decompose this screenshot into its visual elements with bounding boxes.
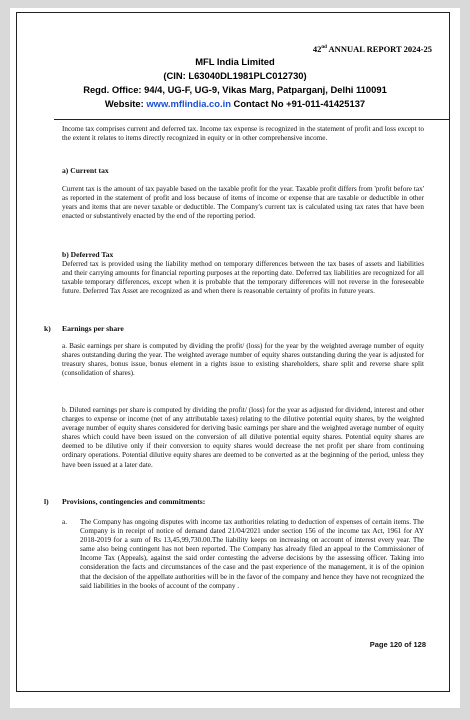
document-page xyxy=(10,8,460,708)
company-cin: (CIN: L63040DL1981PLC012730) xyxy=(163,70,307,81)
page-number: Page 120 of 128 xyxy=(369,640,426,649)
current-tax-text: Current tax is the amount of tax payable based on the taxable profit for the year. Taxable profit differs from 'profit before tax' as reported in the statement of profit and loss because of items of income or expense that are taxable or deductible in other years and items that are never taxable or deductible. The Company's current tax is calculated using tax rates that have been enacted or substantively enacted by the end of the reporting period. xyxy=(62,185,424,221)
provisions-number: l) xyxy=(44,497,49,506)
eps-heading: Earnings per share xyxy=(62,324,124,333)
current-tax-heading: a) Current tax xyxy=(62,166,109,175)
eps-para-a: a. Basic earnings per share is computed by dividing the profit/ (loss) for the year by the weighted average number of equity shares outstanding during the year. The weighted average number of equity shares outstanding during the year is adjusted for treasury shares, bonus issue, bonus element in a rights issue to existing shareholders, share split and reverse share split (consolidation of shares). xyxy=(62,342,424,378)
website-link[interactable]: www.mflindia.co.in xyxy=(146,98,231,109)
header-divider xyxy=(54,119,450,120)
deferred-tax-heading: b) Deferred Tax xyxy=(62,250,114,259)
provisions-item-label: a. xyxy=(62,518,67,526)
deferred-tax-text: Deferred tax is provided using the liability method on temporary differences between the tax bases of assets and liabilities and their carrying amounts for financial reporting purposes at the reporting date. Deferred tax liabilities are recognized for all taxable temporary differences, except when it is probable that the temporary differences will not reverse in the foreseeable future. Deferred Tax Asset are recognized as and when there is reasonable certainty of profits in future years. xyxy=(62,260,424,296)
eps-number: k) xyxy=(44,324,51,333)
provisions-item-text: The Company has ongoing disputes with income tax authorities relating to deduction of expenses of certain items. The Company is in receipt of notice of demand dated 21/04/2021 under section 156 of the income tax Act, 1961 for AY 2018-2019 for a sum of Rs 13,45,99,730.00.The liability keeps on increasing on account of interest every year. The same also being contingent has not been reported. The Company has already filed an appeal to the Commissioner of Income Tax (Appeals), against the said order contesting the adverse decisions by the assessing officer. Taking into consideration the facts and circumstances of the case and the past experience of the management, it is of the opinion that the decision of the appellate authorities will be in the favor of the company and hence they have not recognized the said liabilities in the books of account of the company . xyxy=(80,518,424,590)
eps-para-b: b. Diluted earnings per share is computed by dividing the profit/ (loss) for the year as adjusted for dividend, interest and other charges to expense or income (net of any attributable taxes) relating to the dilutive potential equity shares, by the weighted average number of equity shares considered for deriving basic earnings per share and the weighted average number of equity shares which could have been issued on the conversion of all dilutive potential equity shares. Potential equity shares are deemed to be dilutive only if their conversion to equity shares would decrease the net profit per share from continuing ordinary operations. Potential dilutive equity shares are deemed to be converted as at the beginning of the period, unless they have been issued at a later date. xyxy=(62,406,424,469)
report-title: 42nd ANNUAL REPORT 2024-25 xyxy=(312,44,432,54)
intro-paragraph: Income tax comprises current and deferred tax. Income tax expense is recognized in the statement of profit and loss except to the extent it relates to items directly recognized in equity or in other comprehensive income. xyxy=(62,125,424,143)
company-header xyxy=(10,55,460,111)
provisions-heading: Provisions, contingencies and commitments: xyxy=(62,497,206,506)
company-name: MFL India Limited xyxy=(195,56,275,67)
contact-line: Website: www.mflindia.co.in Contact No +91-011-41425137 xyxy=(104,98,366,109)
registered-office: Regd. Office: 94/4, UG-F, UG-9, Vikas Marg, Patparganj, Delhi 110091 xyxy=(83,84,387,95)
